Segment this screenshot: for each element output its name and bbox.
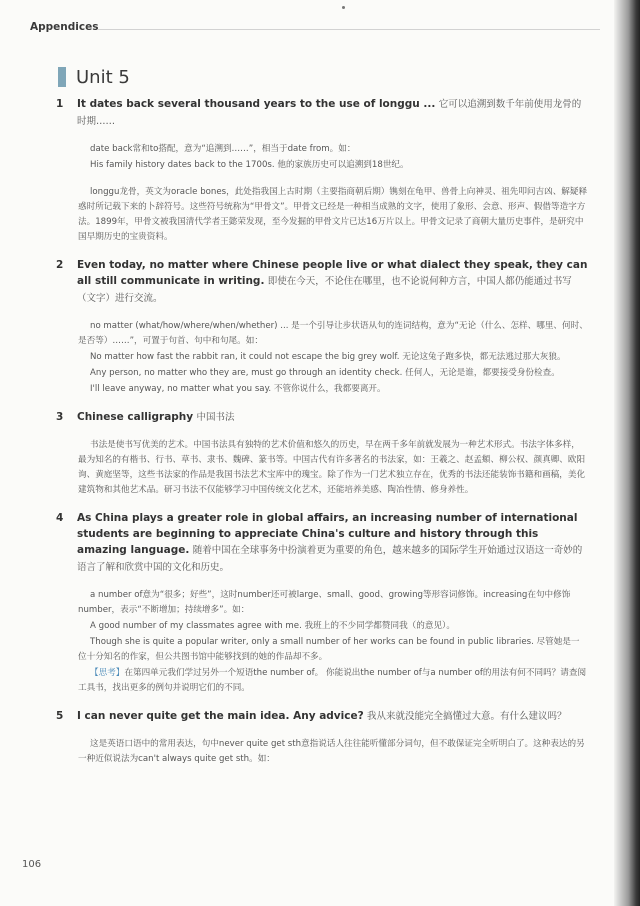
note-chinese: 它可以追溯到数千年前使用龙骨的时期…… <box>77 99 582 127</box>
note-paragraph: 书法是使书写优美的艺术。中国书法具有独特的艺术价值和悠久的历史，早在两千多年前就发展为一种艺术形式。书法字体多样，最为知名的有楷书、行书、草书、隶书、魏碑、篆书等。中国古代有许多著名的书法家，如：王羲之、赵孟頫、柳公权、颜真卿、欧阳询、黄庭坚等，这些书法家的作品是我国书法艺术宝库中的瑰宝。除了作为一门艺术独立存在，优秀的书法还能装饰书籍和画稿，美化建筑物和其他艺术品。研习书法不仅能够学习中国传统文化艺术，还能培养美感、陶冶性情、修身养性。 <box>78 440 586 495</box>
section-label: Appendices <box>30 21 99 33</box>
note-example: I'll leave anyway, no matter what you say. 不管你说什么，我都要离开。 <box>90 384 386 394</box>
note-chinese: 随着中国在全球事务中扮演着更为重要的角色，越来越多的国际学生开始通过汉语这一奇妙的语言了解和欣赏中国的文化和历史。 <box>77 545 583 573</box>
note-item-1 <box>56 96 588 245</box>
note-heading-text <box>77 409 588 426</box>
page-number: 106 <box>22 859 42 870</box>
unit-heading-bar <box>58 67 66 87</box>
note-chinese: 中国书法 <box>196 412 235 423</box>
note-paragraph: a number of意为“很多；好些”，这时number还可被large、small、good、growing等形容词修饰。increasing在句中修饰number，表示“不断增加；持续增多”。如： <box>78 590 571 615</box>
note-example: Any person, no matter who they are, must go through an identity check. 任何人，无论是谁，都要接受身份检查。 <box>90 368 560 378</box>
note-number: 2 <box>56 259 64 271</box>
think-text: 在第四单元我们学过另外一个短语the number of。 你能说出the number of与a number of的用法有何不同吗？请查阅工具书，找出更多的例句并说明它们的不同。 <box>78 668 587 693</box>
note-item-3 <box>56 409 588 498</box>
note-number: 1 <box>56 98 64 110</box>
note-heading-text <box>77 96 588 130</box>
note-heading-text <box>77 257 588 307</box>
note-heading-text <box>77 708 588 725</box>
note-paragraph: 这是英语口语中的常用表达，句中never quite get sth意指说话人往往能听懂部分词句，但不敢保证完全听明白了。这种表达的另一种近似说法为can't always quite get sth。如： <box>78 739 585 764</box>
note-example: Though she is quite a popular writer, only a small number of her works can be found in public libraries. 尽管她是一位十分知名的作家，但公共图书馆中能够找到的她的作品却不多。 <box>78 637 580 662</box>
note-item-5 <box>56 708 588 767</box>
think-label: 【思考】 <box>90 668 125 678</box>
unit-heading <box>58 66 130 88</box>
header-rule <box>98 29 600 30</box>
note-chinese: 即使在今天，不论住在哪里，也不论说何种方言，中国人都仍能通过书写（文字）进行交流。 <box>77 276 572 304</box>
note-example: His family history dates back to the 1700s. 他的家族历史可以追溯到18世纪。 <box>90 160 409 170</box>
note-english: Even today, no matter where Chinese people live or what dialect they speak, they can all still communicate in writing. <box>77 259 588 287</box>
unit-title: Unit 5 <box>76 66 130 88</box>
scan-mark <box>342 6 345 9</box>
note-item-4 <box>56 510 588 696</box>
note-number: 3 <box>56 411 64 423</box>
note-item-heading <box>56 96 588 130</box>
note-paragraph: longgu龙骨，英文为oracle bones，此处指我国上古时期（主要指商朝后期）镌刻在龟甲、兽骨上向神灵、祖先叩问吉凶、解疑释惑时所记载下来的卜辞符号。这些符号统称为“甲骨文”。甲骨文已经是一种相当成熟的文字，使用了象形、会意、形声、假借等造字方法。1899年，甲骨文被我国清代学者王懿荣发现，至今发掘的甲骨文片已达16万片以上。甲骨文记录了商朝大量历史事件，是研究中国早期历史的宝贵资料。 <box>78 187 588 242</box>
note-english: I can never quite get the main idea. Any advice? <box>77 710 364 722</box>
note-item-heading <box>56 510 588 576</box>
notes-content <box>56 96 588 779</box>
note-english: As China plays a greater role in global affairs, an increasing number of international students are beginning to appreciate China's culture and history through this amazing language. <box>77 512 578 556</box>
note-item-heading <box>56 257 588 307</box>
note-example: A good number of my classmates agree with me. 我班上的不少同学都赞同我（的意见）。 <box>90 621 455 631</box>
note-english: It dates back several thousand years to the use of longgu ... <box>77 98 436 110</box>
note-think <box>78 666 588 696</box>
note-heading-text <box>77 510 588 576</box>
note-example: No matter how fast the rabbit ran, it could not escape the big grey wolf. 无论这兔子跑多快，都无法逃过那大灰狼。 <box>90 352 566 362</box>
note-item-2 <box>56 257 588 397</box>
note-number: 5 <box>56 710 64 722</box>
note-paragraph: no matter (what/how/where/when/whether) ... 是一个引导让步状语从句的连词结构，意为“无论（什么、怎样、哪里、何时、是否等）……”，可置于句首、句中和句尾。如： <box>78 321 588 346</box>
note-chinese: 我从来就没能完全搞懂过大意。有什么建议吗？ <box>367 711 567 722</box>
note-paragraph: date back常和to搭配，意为“追溯到……”，相当于date from。如： <box>90 144 356 154</box>
note-item-heading <box>56 708 588 725</box>
note-number: 4 <box>56 512 64 524</box>
note-english: Chinese calligraphy <box>77 411 194 423</box>
note-item-heading <box>56 409 588 426</box>
page-header <box>0 20 614 40</box>
book-spine-shadow <box>614 0 640 906</box>
